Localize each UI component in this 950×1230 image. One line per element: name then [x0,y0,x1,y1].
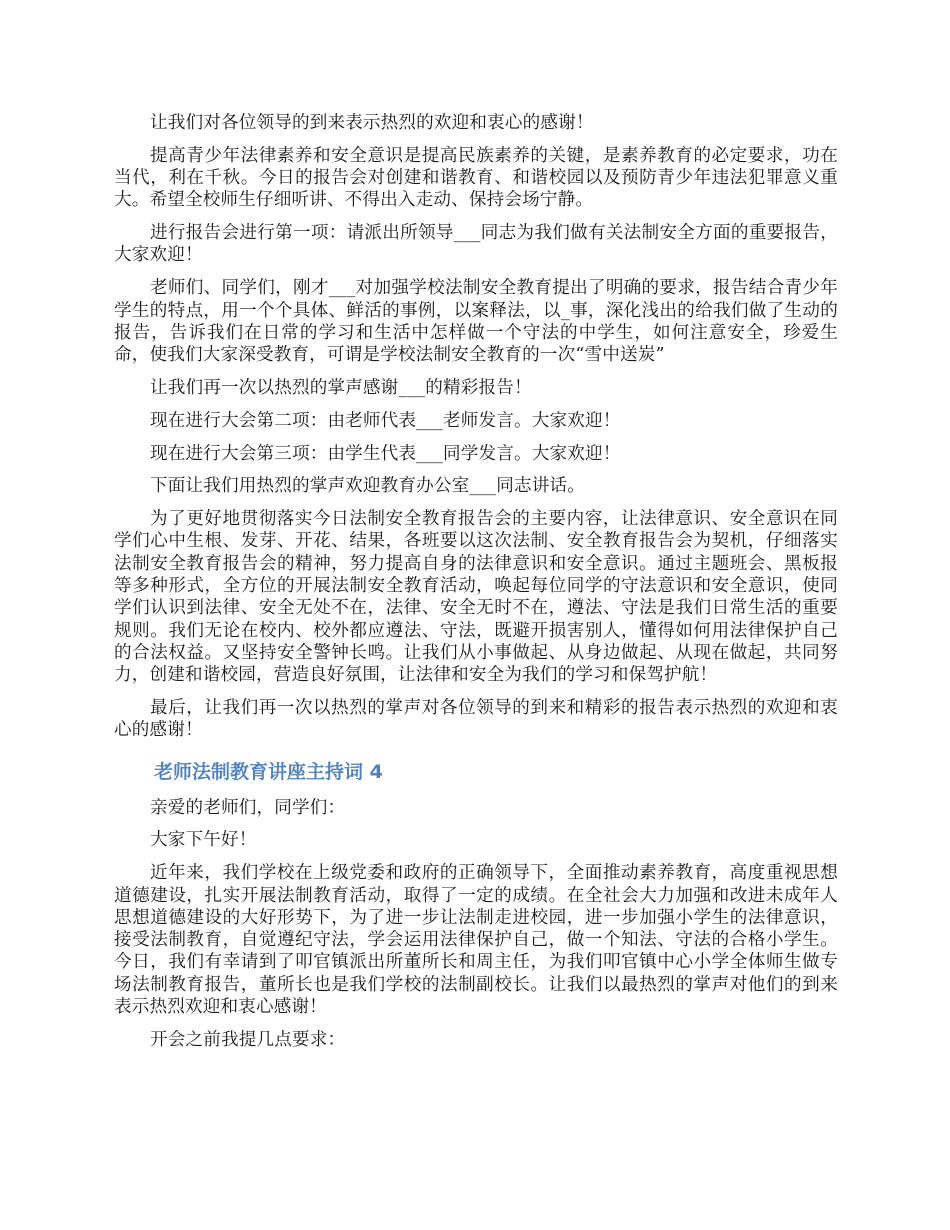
paragraph: 大家下午好！ [150,830,257,851]
paragraph: 下面让我们用热烈的掌声欢迎教育办公室___同志讲话。 [150,476,585,497]
paragraph: 开会之前我提几点要求： [150,1029,346,1050]
paragraph: 近年来，我们学校在上级党委和政府的正确领导下，全面推动素养教育，高度重视思想道德建设，扎实开展法制教育活动，取得了一定的成绩。在全社会大力加强和改进未成年人思想道德建设的大好形势下，为了进一步让法制走进校园，进一步加强小学生的法律意识，接受法制教育，自觉遵纪守法，学会运用法律保护自己，做一个知法、守法的合格小学生。今日，我们有幸请到了叩官镇派出所董所长和周主任，为我们叩官镇中心小学全体师生做专场法制教育报告，董所长也是我们学校的法制副校长。让我们以最热烈的掌声对他们的到来表示热烈欢迎和衷心感谢！ [114,863,838,1017]
paragraph: 亲爱的老师们，同学们： [150,797,346,818]
paragraph: 为了更好地贯彻落实今日法制安全教育报告会的主要内容，让法律意识、安全意识在同学们心中生根、发芽、开花、结果，各班要以这次法制、安全教育报告会为契机，仔细落实法制安全教育报告会的精神，努力提高自身的法律意识和安全意识。通过主题班会、黑板报等多种形式，全方位的开展法制安全教育活动，唤起每位同学的守法意识和安全意识，使同学们认识到法律、安全无处不在，法律、安全无时不在，遵法、守法是我们日常生活的重要规则。我们无论在校内、校外都应遵法、守法，既避开损害别人，懂得如何用法律保护自己的合法权益。又坚持安全警钟长鸣。让我们从小事做起、从身边做起、从现在做起，共同努力，创建和谐校园，营造良好氛围，让法律和安全为我们的学习和保驾护航！ [114,509,838,686]
paragraph: 让我们再一次以热烈的掌声感谢___的精彩报告！ [150,377,532,398]
paragraph: 老师们、同学们，刚才___对加强学校法制安全教育提出了明确的要求，报告结合青少年学生的特点，用一个个具体、鲜活的事例，以案释法，以_事，深化浅出的给我们做了生动的报告，告诉我们在日常的学习和生活中怎样做一个守法的中学生，如何注意安全，珍爱生命，使我们大家深受教育，可谓是学校法制安全教育的一次“雪中送炭” [114,278,838,366]
paragraph: 提高青少年法律素养和安全意识是提高民族素养的关键，是素养教育的必定要求，功在当代，利在千秋。今日的报告会对创建和谐教育、和谐校园以及预防青少年违法犯罪意义重大。希望全校师生仔细听讲、不得出入走动、保持会场宁静。 [114,145,838,211]
document-page [114,112,838,1051]
section-heading: 老师法制教育讲座主持词 4 [154,760,383,783]
paragraph: 现在进行大会第三项：由学生代表___同学发言。大家欢迎！ [150,443,621,464]
paragraph: 最后，让我们再一次以热烈的掌声对各位领导的到来和精彩的报告表示热烈的欢迎和衷心的感谢！ [114,698,838,741]
paragraph: 现在进行大会第二项：由老师代表___老师发言。大家欢迎！ [150,410,621,431]
paragraph: 让我们对各位领导的到来表示热烈的欢迎和衷心的感谢！ [150,113,594,133]
paragraph: 进行报告会进行第一项：请派出所领导___同志为我们做有关法制安全方面的重要报告，大家欢迎！ [114,223,838,266]
